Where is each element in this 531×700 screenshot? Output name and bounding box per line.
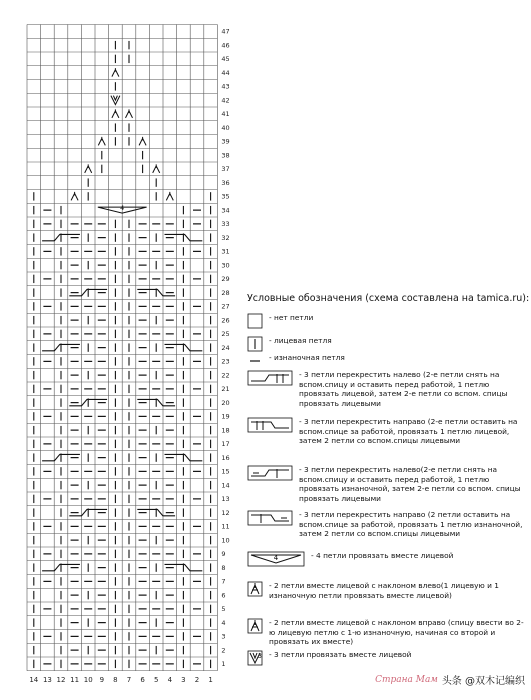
decrease-stitch (166, 192, 173, 201)
row-number: 19 (221, 412, 230, 421)
decrease-stitch (98, 137, 105, 146)
row-number: 23 (221, 357, 230, 366)
row-number: 7 (221, 577, 226, 586)
legend-symbol-no-stitch-icon (247, 313, 263, 329)
k3tog-stitch (111, 96, 120, 105)
watermark-logo: Страна Мам (375, 674, 438, 685)
row-number: 36 (221, 178, 230, 187)
watermark-text: 头条 @双木记编织 (441, 676, 525, 687)
row-number: 42 (221, 96, 230, 105)
decrease-stitch (153, 164, 160, 173)
row-number: 9 (221, 550, 226, 559)
row-number: 25 (221, 330, 230, 339)
row-number: 33 (221, 220, 230, 229)
row-number: 1 (221, 660, 226, 669)
row-number: 31 (221, 247, 230, 256)
legend-item-knit (247, 336, 531, 352)
legend-text: - 3 петли перекрестить направо (2 петли оставить на вспом.спице за работой, провязать 1 петлю изнаночной, затем 2 петли со вспом.спицы лицевыми (299, 510, 523, 539)
row-number: 20 (221, 398, 230, 407)
row-number: 32 (221, 233, 230, 242)
chart-grid (27, 25, 217, 671)
legend-text: - 3 петли провязать вместе лицевой (269, 650, 412, 659)
decrease-stitch (71, 192, 78, 201)
legend-text: - 3 петли перекрестить налево(2-е петли снять на вспом.спицу и оставить перед работой, 1 петлю провязать изнаночной, затем 2-е петли со вспом. спицы провязать лицевыми (299, 465, 521, 503)
column-number: 7 (126, 675, 132, 684)
legend-text: - 3 петли перекрестить налево (2-е петли снять на вспом.спицу и оставить перед работой, 1 петлю провязать лицевой, затем 2-е петли со вспом. спицы провязать лицевыми (299, 370, 508, 408)
legend-item-cross-left-purl (247, 465, 531, 504)
row-number: 43 (221, 82, 230, 91)
row-number: 35 (221, 192, 230, 201)
legend-symbol-k3tog-icon (247, 650, 263, 666)
legend-symbol-cross-left-knit-icon (247, 370, 293, 386)
column-number: 9 (99, 675, 105, 684)
decrease-stitch (112, 68, 119, 77)
decrease-stitch (85, 164, 92, 173)
legend-text: - лицевая петля (269, 336, 332, 345)
row-number: 11 (221, 522, 230, 531)
column-number: 10 (83, 675, 93, 684)
row-number: 14 (221, 481, 230, 490)
legend-item-cross-left-knit (247, 370, 531, 409)
svg-text:3: 3 (258, 653, 262, 660)
row-number: 3 (221, 632, 226, 641)
legend-symbol-purl-icon (247, 353, 263, 369)
row-number: 45 (221, 55, 230, 64)
row-number: 18 (221, 426, 230, 435)
legend-item-k2tog-right (247, 618, 531, 647)
row-number: 38 (221, 151, 230, 160)
legend-item-dec4 (247, 551, 531, 567)
row-number: 10 (221, 536, 230, 545)
legend-item-cross-right-purl (247, 510, 531, 539)
row-number: 39 (221, 137, 230, 146)
legend-symbol-knit-icon (247, 336, 263, 352)
column-number: 13 (42, 675, 52, 684)
row-number: 21 (221, 385, 230, 394)
row-number: 6 (221, 591, 226, 600)
column-number: 8 (113, 675, 118, 684)
row-number: 41 (221, 110, 230, 119)
row-number: 26 (221, 316, 230, 325)
row-number: 13 (221, 495, 230, 504)
row-number: 37 (221, 165, 230, 174)
svg-text:4: 4 (273, 554, 279, 562)
legend-item-purl (247, 353, 531, 369)
row-number: 46 (221, 41, 230, 50)
column-numbers (29, 676, 212, 684)
row-number: 8 (221, 563, 226, 572)
row-number: 27 (221, 302, 230, 311)
column-number: 1 (208, 675, 213, 684)
legend-item-cross-right-knit (247, 417, 531, 446)
legend (247, 293, 531, 660)
watermark (375, 672, 525, 687)
column-number: 6 (140, 675, 145, 684)
row-number: 44 (221, 68, 230, 77)
row-number: 28 (221, 288, 230, 297)
legend-item-k3tog (247, 650, 531, 666)
legend-item-k2tog-left (247, 581, 531, 600)
row-number: 16 (221, 453, 230, 462)
row-number: 4 (221, 618, 226, 627)
row-number: 17 (221, 440, 230, 449)
column-number: 12 (56, 675, 66, 684)
row-number: 5 (221, 605, 226, 614)
legend-symbol-cross-right-purl-icon (247, 510, 293, 526)
row-number: 2 (221, 646, 226, 655)
legend-symbol-dec4-icon (247, 551, 305, 567)
column-number: 4 (167, 675, 173, 684)
decrease-stitch (139, 137, 146, 146)
legend-symbol-k2tog-right-icon (247, 618, 263, 634)
row-number: 34 (221, 206, 230, 215)
row-number: 30 (221, 261, 230, 270)
row-number: 12 (221, 508, 230, 517)
row-number: 15 (221, 467, 230, 476)
legend-text: - 4 петли провязать вместе лицевой (311, 551, 454, 560)
legend-text: - 3 петли перекрестить направо (2-е петли оставить на вспом.спице за работой, провязать 1 петлю лицевой, затем 2 петли со вспом.спицы лицевыми (299, 417, 518, 446)
legend-title: Условные обозначения (схема составлена на tamica.ru): (247, 293, 530, 304)
row-number: 24 (221, 343, 230, 352)
legend-item-no-stitch (247, 313, 531, 329)
row-number: 40 (221, 123, 230, 132)
decrease-stitch (112, 109, 119, 118)
column-number: 3 (181, 675, 186, 684)
row-number: 22 (221, 371, 230, 380)
row-numbers (221, 28, 229, 669)
column-number: 2 (194, 675, 200, 684)
column-number: 11 (70, 675, 80, 684)
legend-symbol-k2tog-left-icon (247, 581, 263, 597)
legend-text: - 2 петли вместе лицевой с наклоном вправо (спицу ввести во 2-ю лицевую петлю с 1-ю изнаночную, начиная со второй и провязать их вместе) (269, 618, 524, 647)
row-number: 29 (221, 275, 230, 284)
legend-text: - 2 петли вместе лицевой с наклоном влево(1 лицевую и 1 изнаночную петли провязать вместе лицевой) (269, 581, 499, 600)
decrease-stitch (126, 109, 133, 118)
legend-text: - нет петли (269, 313, 314, 322)
legend-text: - изнаночная петля (269, 353, 345, 362)
column-number: 14 (29, 675, 39, 684)
legend-symbol-cross-left-purl-icon (247, 465, 293, 481)
dec4-label: 4 (120, 204, 125, 213)
column-number: 5 (153, 675, 159, 684)
row-number: 47 (221, 27, 230, 36)
legend-symbol-cross-right-knit-icon (247, 417, 293, 433)
